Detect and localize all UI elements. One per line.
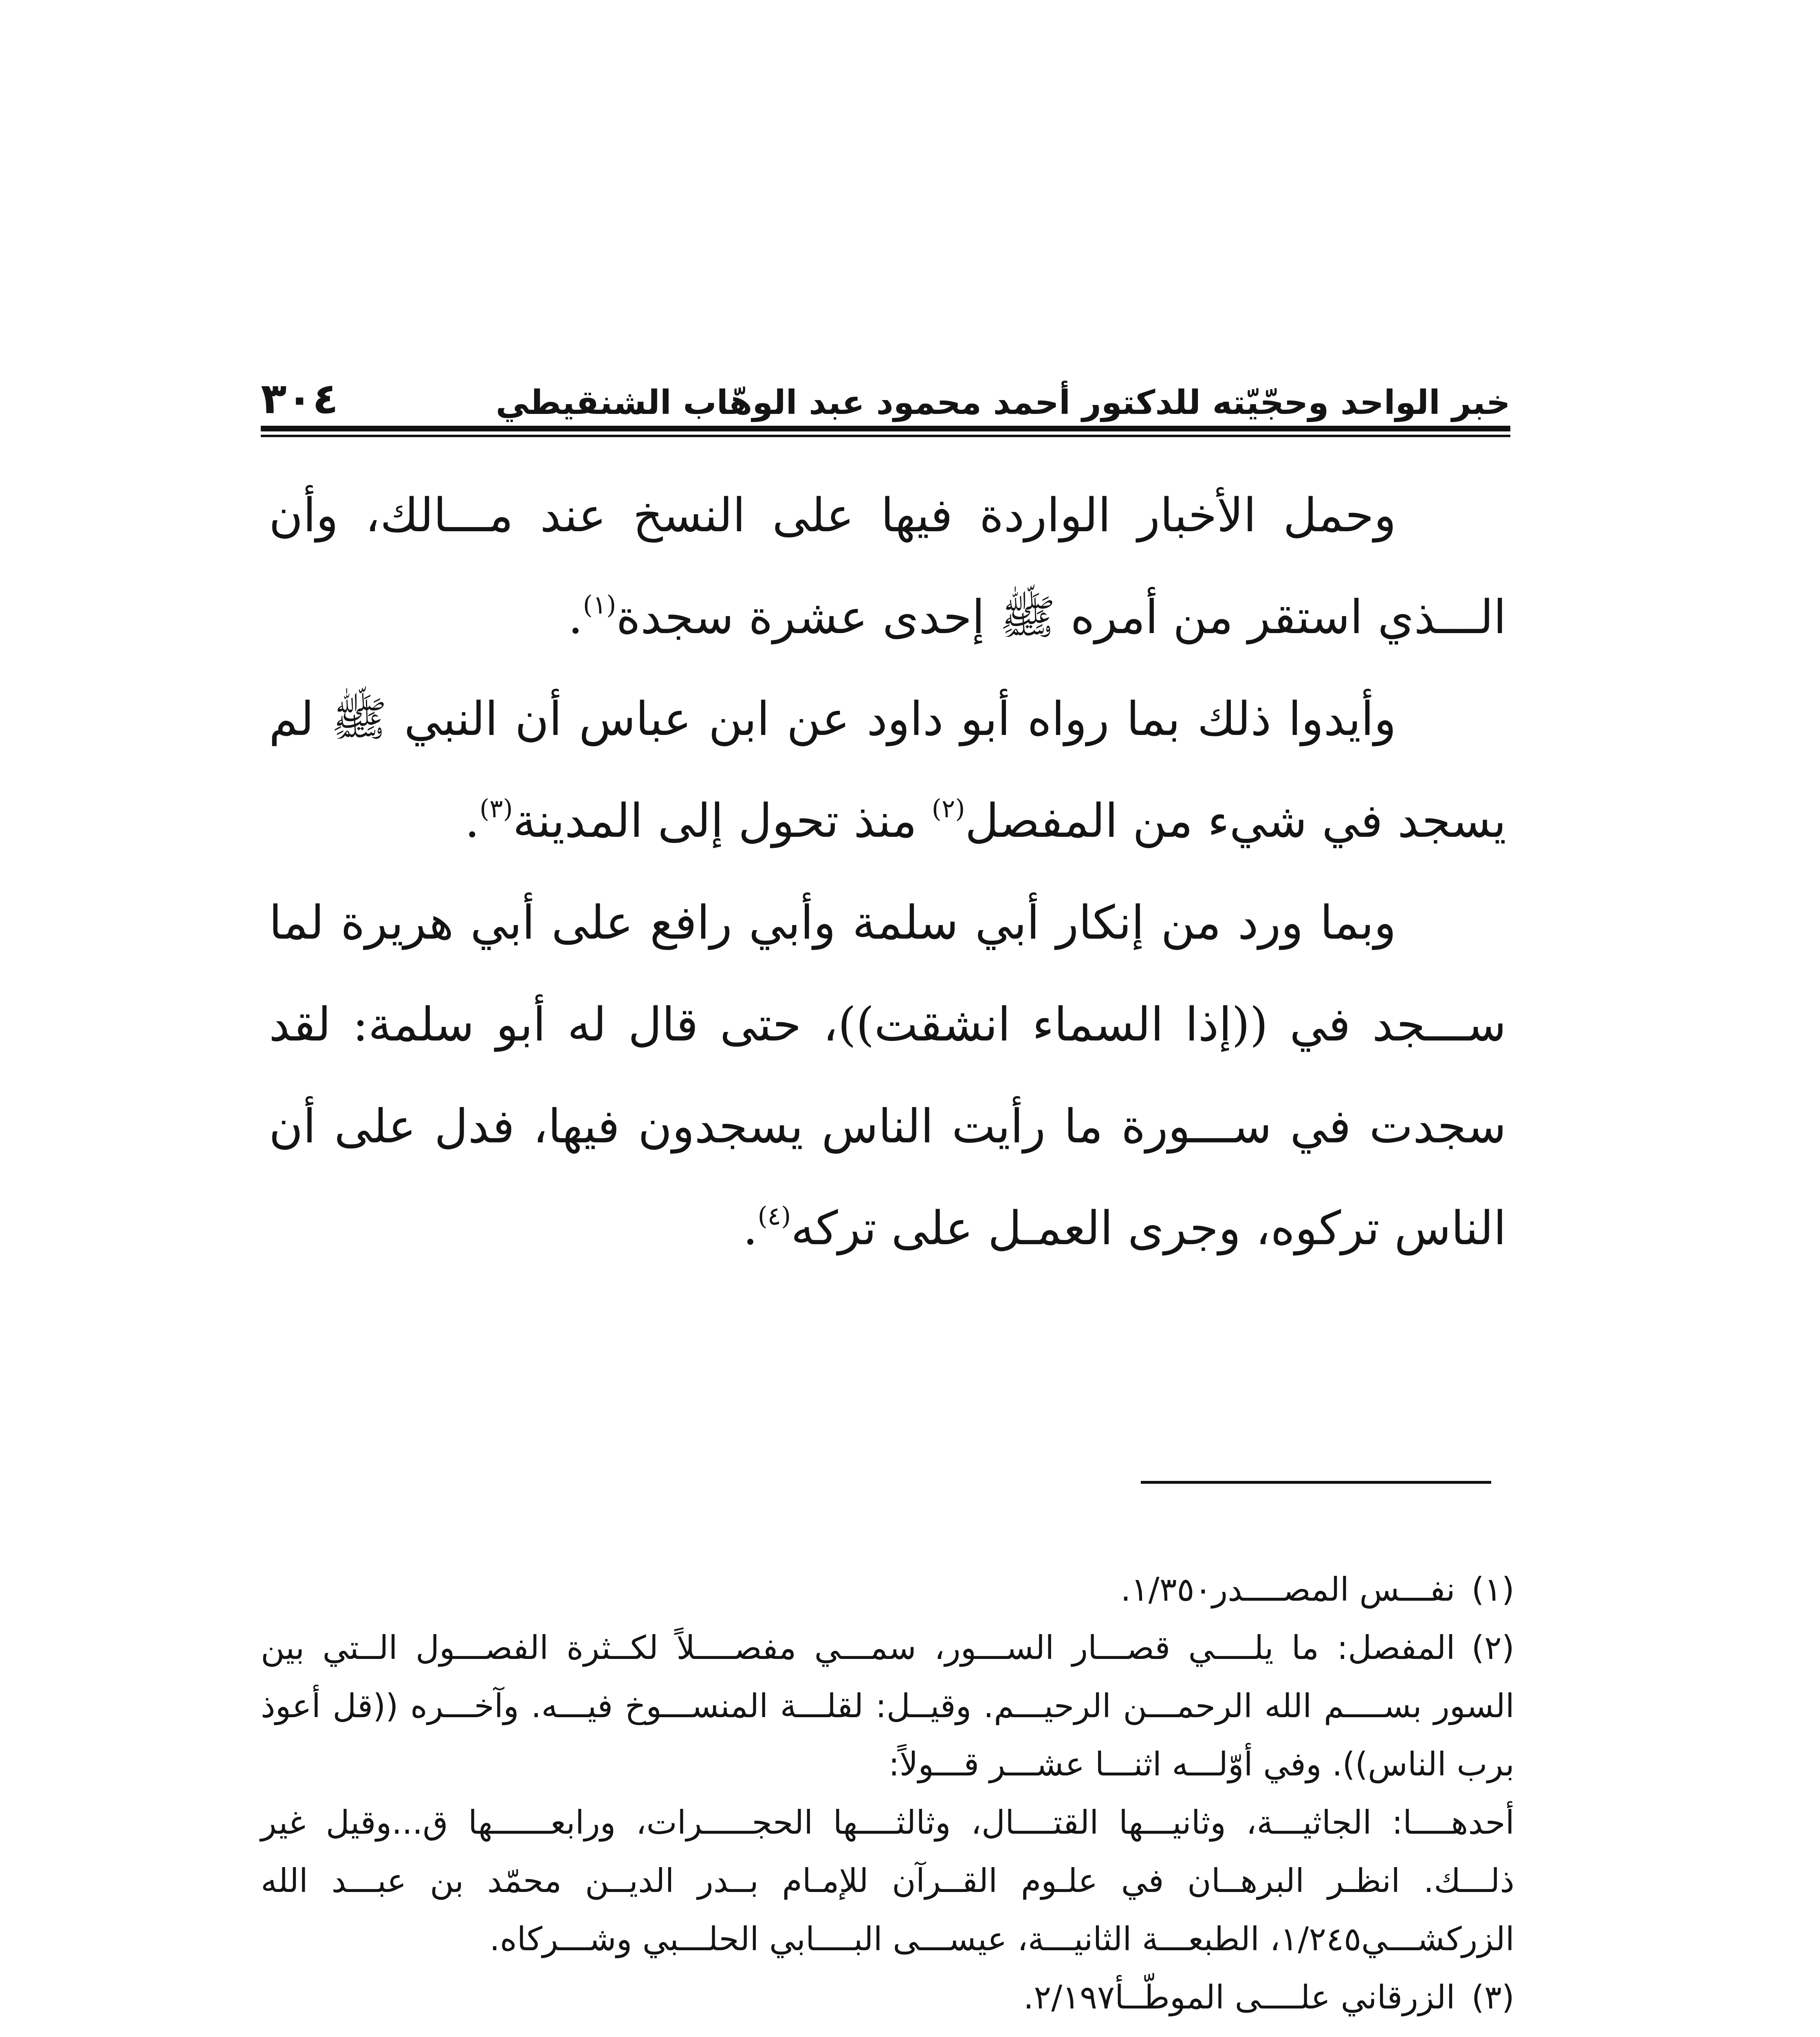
header-rule-thick [261,426,1510,431]
footnote-3 [261,1968,1514,2026]
header-title: خبر الواحد وحجّيّته للدكتور أحمد محمود عبد الوهّاب الشنقيطي [495,383,1510,422]
footnote-1-text: نفـــس المصــــدر١/٣٥٠. [1120,1571,1455,1608]
page-number: ٣٠٤ [261,374,339,423]
footnote-2 [261,1619,1514,1793]
paragraph-3-text: وبما ورد من إنكار أبي سلمة وأبي رافع على أبي هريرة لما ســـجد في ((إذا السماء انشقت))، حتى قال له أبو سلمة: لقد سجدت في ســـورة ما رأيت الناس يسجدون فيها، فدل على أن الناس تركوه، وجرى العمـل على تركه [269,895,1506,1255]
paragraph-3 [269,872,1506,1279]
footnote-2-text: المفصل: ما يلــــي قصـــار الســـور، سمـــي مفصــــلاً لكــثرة الفصـــول الــتي بين السور بســــم الله الرحمـــن الرحيـــم. وقيــل: لقلـــة المنســـوخ فيـــه. وآخـــره ((قل أعوذ برب الناس)). وفي أوّلـــه اثنـــا عشـــر قـــولاً: [261,1629,1514,1783]
header-double-rule [261,426,1510,440]
paragraph-1-end: . [568,590,583,644]
footnote-4 [261,2026,1514,2037]
paragraph-2-text-b: منذ تحول إلى المدينة [513,794,932,848]
footnote-ref-2[interactable]: (٢) [931,794,965,823]
paragraph-2-end: . [464,794,480,848]
footnote-3-text: الزرقاني علــــى الموطّــأ٢/١٩٧. [1023,1978,1455,2016]
footnote-1-number: (١) [1471,1571,1514,1608]
footnote-ref-1[interactable]: (١) [583,590,616,620]
footnote-separator [1141,1481,1491,1484]
paragraph-1-text: وحمل الأخبار الواردة فيها على النسخ عند مـــالك، وأن الـــذي استقر من أمره ﷺ إحدى عشرة سجدة [269,488,1506,644]
footnote-4-number [1472,2026,1514,2037]
header-rule-thin [261,435,1510,437]
paragraph-2-text-a: وأيدوا ذلك بما رواه أبو داود عن ابن عباس أن النبي ﷺ لم يسجد في شيء من المفصل [269,692,1506,848]
footnote-2-continuation: أحدهــــا: الجاثيـــة، وثانيـــها القتــــال، وثالثــــها الحجـــــرات، ورابعــــــها ق...وقيل غير ذلـــك. انظـر البرهــان في علـوم القــرآن للإمـام بــدر الديــن محمّد بن عبـــد الله الزركشـــي١/٢٤٥، الطبعـــة الثانيـــة، عيســـى البــــابي الحلـــبي وشـــركاه. [261,1804,1514,1958]
footnote-1 [261,1560,1514,1619]
footnote-ref-3[interactable]: (٣) [479,794,513,823]
footnotes [261,1560,1514,2037]
running-header [261,359,1510,423]
footnote-3-number: (٣) [1471,1978,1514,2016]
footnote-2-number: (٢) [1471,1629,1514,1667]
paragraph-3-end: . [743,1201,758,1255]
footnote-ref-4[interactable]: (٤) [757,1201,791,1231]
paragraph-1 [269,464,1506,668]
paragraph-2 [269,668,1506,872]
main-text [269,464,1506,1279]
